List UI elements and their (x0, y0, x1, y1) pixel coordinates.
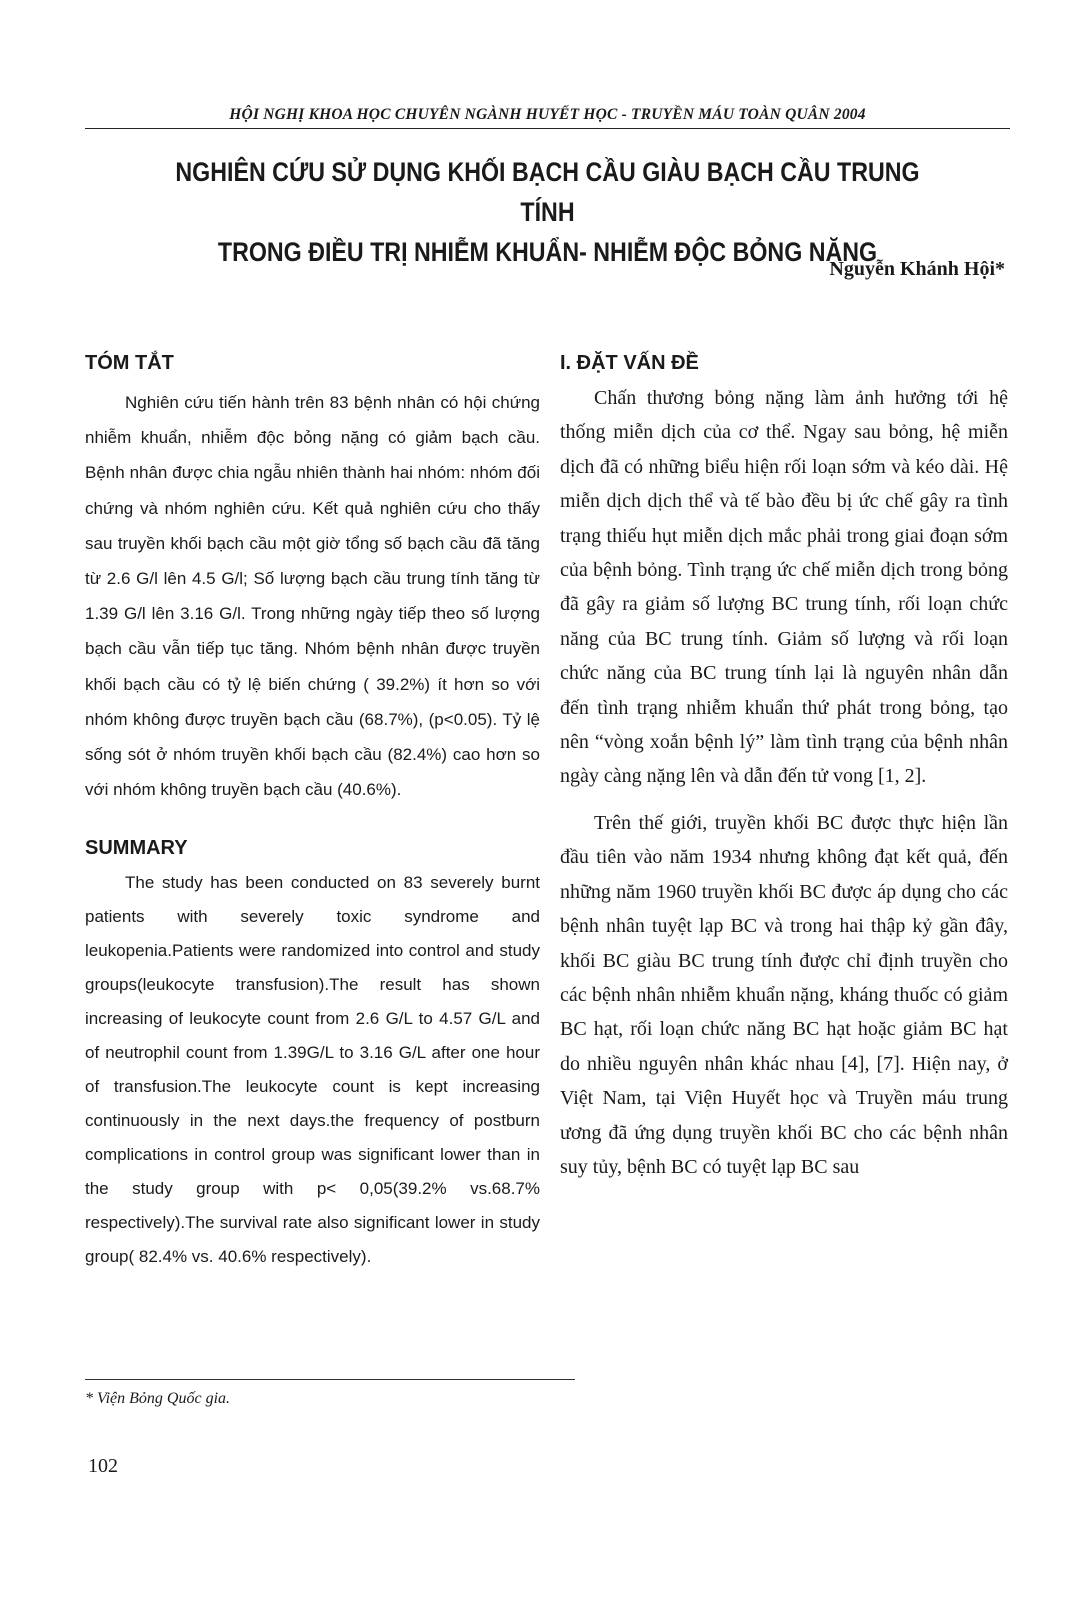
abstract-text: Nghiên cứu tiến hành trên 83 bệnh nhân có hội chứng nhiễm khuẩn, nhiễm độc bỏng nặng có giảm bạch cầu. Bệnh nhân được chia ngẫu nhiên thành hai nhóm: nhóm đối chứng và nhóm nghiên cứu. Kết quả nghiên cứu cho thấy sau truyền khối bạch cầu một giờ tổng số bạch cầu đã tăng từ 2.6 G/l lên 4.5 G/l; Số lượng bạch cầu trung tính tăng từ 1.39 G/l lên 3.16 G/l. Trong những ngày tiếp theo số lượng bạch cầu vẫn tiếp tục tăng. Nhóm bệnh nhân được truyền khối bạch cầu có tỷ lệ biến chứng ( 39.2%) ít hơn so với nhóm không được truyền bạch cầu (68.7%), (p<0.05). Tỷ lệ sống sót ở nhóm truyền khối bạch cầu (82.4%) cao hơn so với nhóm không truyền bạch cầu (40.6%). (85, 393, 540, 800)
page-number: 102 (88, 1455, 118, 1477)
author-name: Nguyễn Khánh Hội* (829, 258, 1005, 280)
summary-text: The study has been conducted on 83 severely burnt patients with severely toxic syndrome and leukopenia.Patients were randomized into control and study groups(leukocyte transfusion).The result has shown increasing of leukocyte count from 2.6 G/L to 4.57 G/L and of neutrophil count from 1.39G/L to 3.16 G/L after one hour of transfusion.The leukocyte count is kept increasing continuously in the next days.the frequency of postburn complications in control group was significant lower than in the study group with p< 0,05(39.2% vs.68.7% respectively).The survival rate also significant lower in study group( 82.4% vs. 40.6% respectively). (85, 873, 540, 1267)
running-head: HỘI NGHỊ KHOA HỌC CHUYÊN NGÀNH HUYẾT HỌC - TRUYỀN MÁU TOÀN QUÂN 2004 (85, 106, 1010, 129)
right-column (560, 352, 1008, 1184)
section-heading-introduction: I. ĐẶT VẤN ĐỀ (560, 352, 699, 374)
left-column (85, 352, 540, 1274)
article-title-line-2: TRONG ĐIỀU TRỊ NHIỄM KHUẨN- NHIỄM ĐỘC BỎNG NẶNG (217, 237, 878, 267)
article-title (150, 152, 946, 272)
summary-heading: SUMMARY (85, 837, 188, 860)
intro-paragraph-1: Chấn thương bỏng nặng làm ảnh hưởng tới hệ thống miễn dịch của cơ thể. Ngay sau bỏng, hệ miễn dịch đã có những biểu hiện rối loạn sớm và kéo dài. Hệ miễn dịch dịch thể và tế bào đều bị ức chế gây ra tình trạng thiếu hụt miễn dịch mắc phải trong giai đoạn sớm của bệnh bỏng. Tình trạng ức chế miễn dịch trong bỏng đã gây ra giảm số lượng BC trung tính, rối loạn chức năng của BC trung tính. Giảm số lượng và rối loạn chức năng của BC trung tính lại là nguyên nhân dẫn đến tình trạng nhiễm khuẩn thứ phát trong bỏng, tạo nên “vòng xoắn bệnh lý” làm tình trạng của bệnh nhân ngày càng nặng lên và dẫn đến tử vong [1, 2]. (560, 387, 1008, 788)
article-title-line-1: NGHIÊN CỨU SỬ DỤNG KHỐI BẠCH CẦU GIÀU BẠCH CẦU TRUNG TÍNH (175, 157, 920, 227)
footnote-divider (85, 1379, 575, 1380)
footnote: * Viện Bỏng Quốc gia. (85, 1390, 231, 1407)
intro-paragraph-2: Trên thế giới, truyền khối BC được thực hiện lần đầu tiên vào năm 1934 nhưng không đạt kết quả, đến những năm 1960 truyền khối BC được áp dụng cho các bệnh nhân tuyệt lạp BC và trong hai thập kỷ gần đây, khối BC giàu BC trung tính được chỉ định truyền cho các bệnh nhân nhiễm khuẩn nặng, kháng thuốc có giảm BC hạt, rối loạn chức năng BC hạt hoặc giảm BC hạt do nhiều nguyên nhân khác nhau [4], [7]. Hiện nay, ở Việt Nam, tại Viện Huyết học và Truyền máu trung ương đã ứng dụng truyền khối BC cho các bệnh nhân suy tủy, bệnh BC có tuyệt lạp BC sau (560, 811, 1008, 1178)
abstract-heading: TÓM TẮT (85, 352, 174, 374)
